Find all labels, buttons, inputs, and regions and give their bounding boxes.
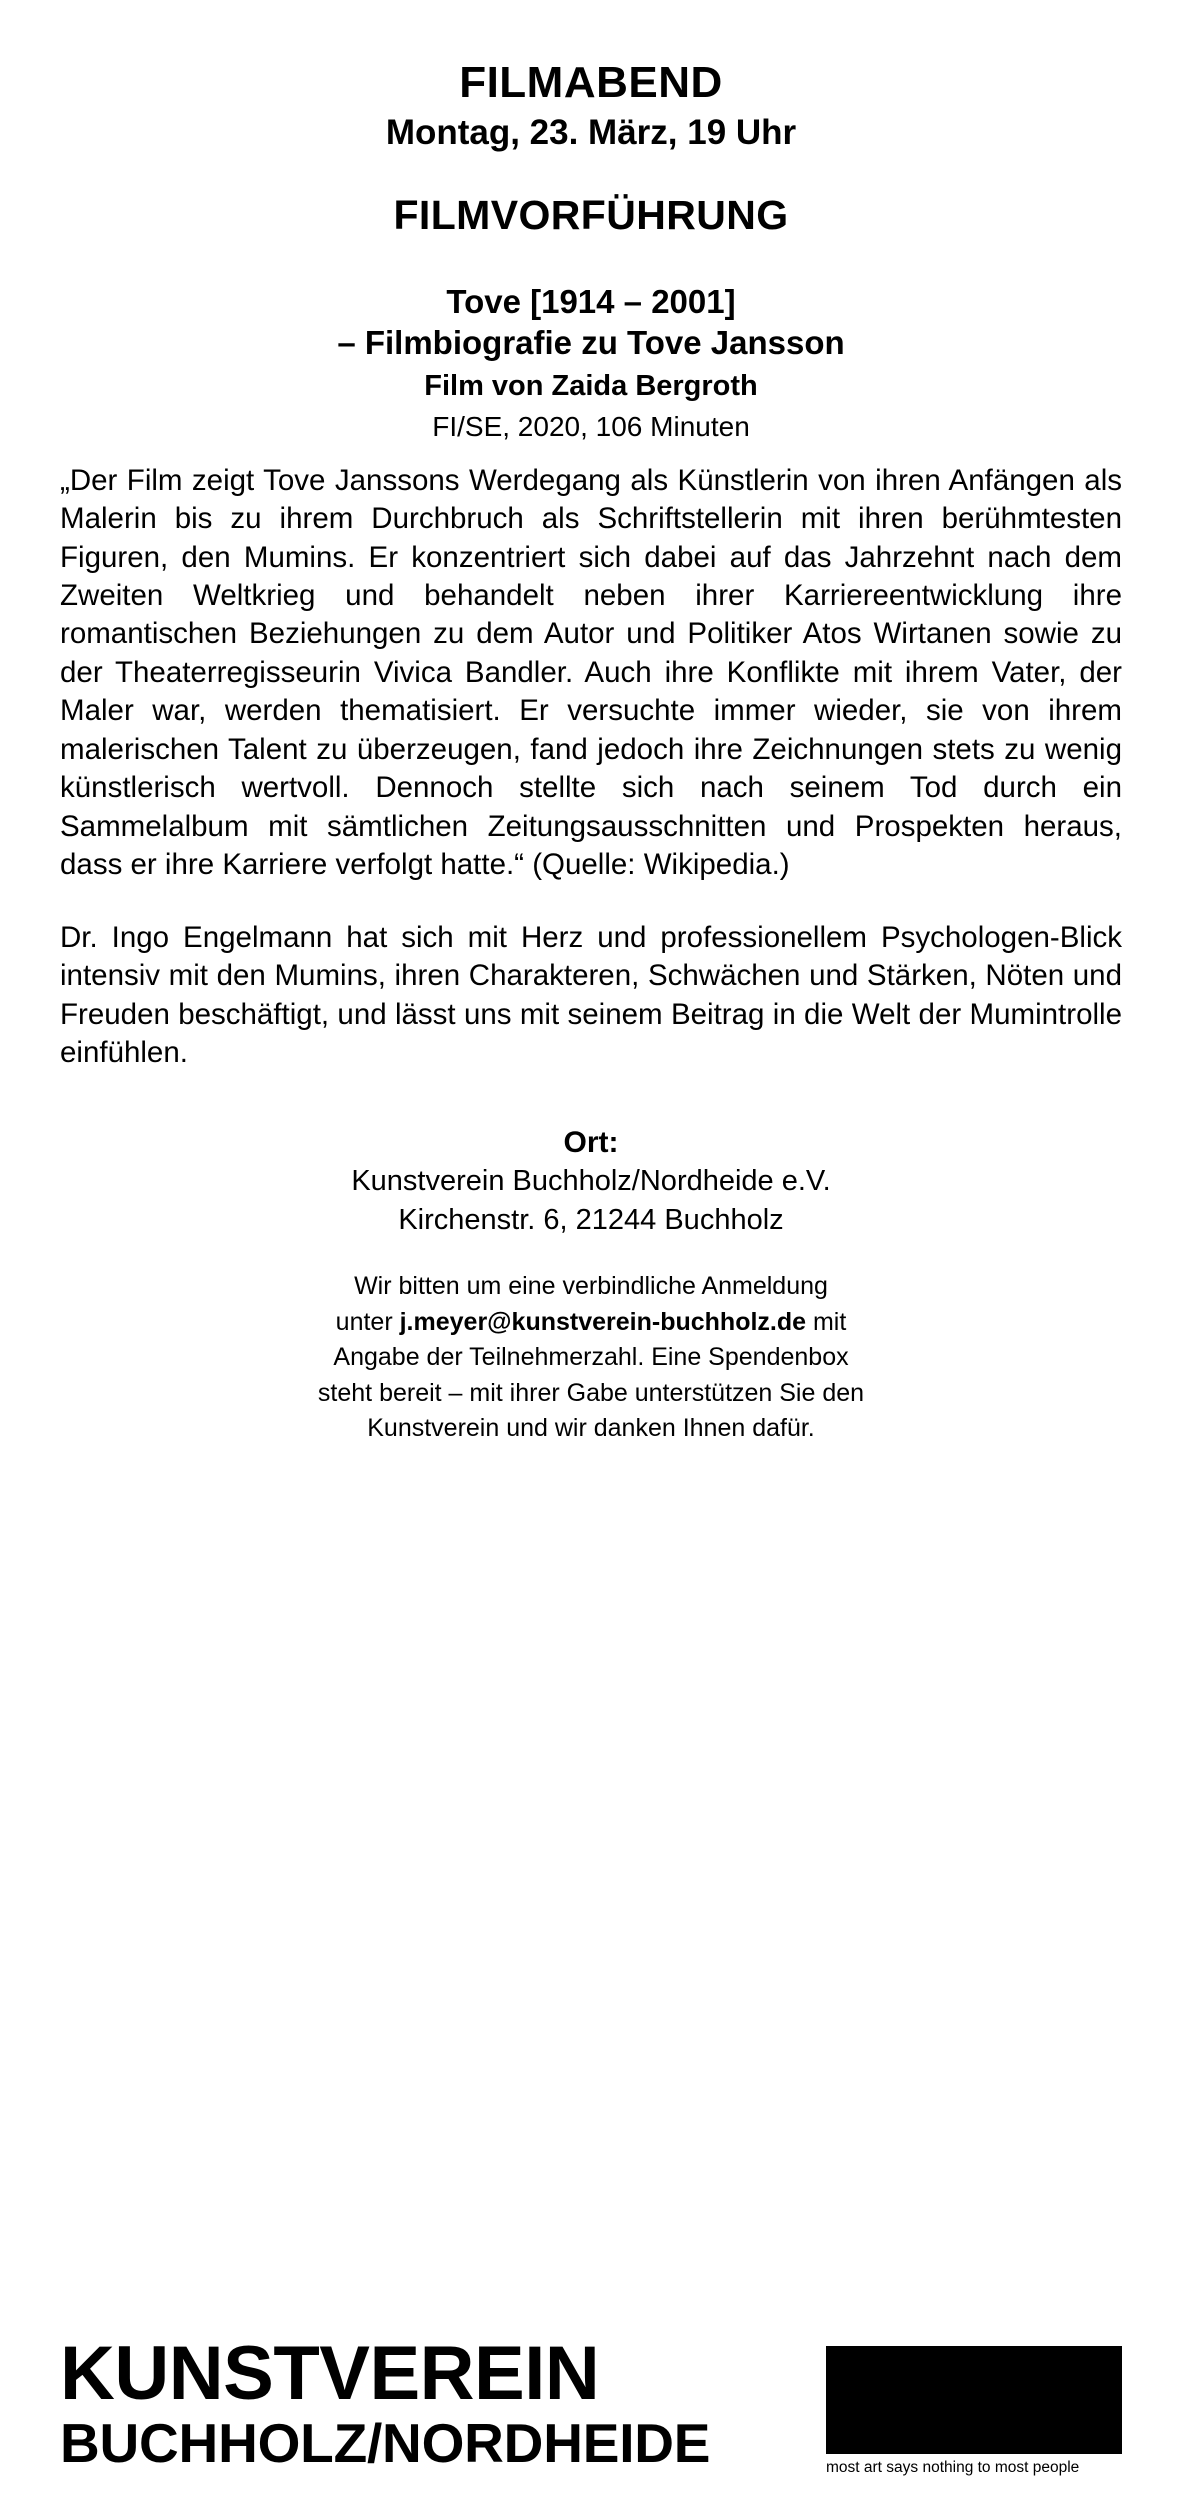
film-description-quote: „Der Film zeigt Tove Janssons Werdegang als Künstlerin von ihren Anfängen als Malerin bis zu ihrem Durchbruch als Schriftstellerin mit ihren berühmtesten Figuren, den Mumins. Er konzentriert sich dabei auf das Jahrzehnt nach dem Zweiten Weltkrieg und behandelt neben ihrer Karriereentwicklung ihre romantischen Beziehungen zu dem Autor und Politiker Atos Wirtanen sowie zu der Theaterregisseurin Vivica Bandler. Auch ihre Konflikte mit ihrem Vater, der Maler war, werden thematisiert. Er versuchte immer wieder, sie von ihrem malerischen Talent zu überzeugen, fand jedoch ihre Zeichnungen stets zu wenig künstlerisch wertvoll. Dennoch stellte sich nach seinem Tod durch ein Sammelalbum mit sämtlichen Zeitungsausschnitten und Prospekten heraus, dass er ihre Karriere verfolgt hatte.“ (Quelle: Wikipedia.) [60, 463, 1122, 882]
speaker-description: Dr. Ingo Engelmann hat sich mit Herz und professionellem Psychologen-Blick intensiv mit den Mumins, ihren Charakteren, Schwächen und Stärken, Nöten und Freuden beschäftigt, und lässt uns mit seinem Beitrag in die Welt der Mumintrolle einfühlen. [60, 920, 1122, 1070]
registration-suffix: mit [806, 1307, 847, 1336]
location-venue: Kunstverein Buchholz/Nordheide e.V. [351, 1164, 831, 1197]
event-type-heading: FILMABEND [459, 58, 723, 107]
registration-line-2 [60, 1305, 1122, 1341]
screening-heading: FILMVORFÜHRUNG [393, 191, 789, 238]
logo-tagline: most art says nothing to most people [826, 2459, 1080, 2477]
film-meta: FI/SE, 2020, 106 Minuten [432, 410, 750, 442]
location-address: Kirchenstr. 6, 21244 Buchholz [398, 1203, 784, 1236]
event-date: Montag, 23. März, 19 Uhr [385, 113, 797, 153]
logo-wordmark [60, 2331, 711, 2474]
registration-email[interactable]: j.meyer@kunstverein-buchholz.de [399, 1307, 807, 1336]
registration-line-1: Wir bitten um eine verbindliche Anmeldung [354, 1272, 828, 1301]
logo-line-1: KUNSTVEREIN [60, 2331, 600, 2417]
logo-line-2: BUCHHOLZ/NORDHEIDE [60, 2411, 711, 2474]
film-title-line1: Tove [1914 – 2001] [446, 282, 736, 320]
registration-note [60, 1269, 1122, 1447]
registration-line-5: Kunstverein und wir danken Ihnen dafür. [367, 1414, 815, 1443]
logo-block [60, 2331, 1122, 2478]
registration-prefix: unter [335, 1307, 400, 1336]
logo-row [60, 2331, 1122, 2478]
logo-mark [826, 2346, 1122, 2478]
registration-line-3: Angabe der Teilnehmerzahl. Eine Spendenbox [333, 1343, 849, 1372]
registration-line-4: steht bereit – mit ihrer Gabe unterstützen Sie den [317, 1378, 865, 1407]
film-director: Film von Zaida Bergroth [424, 370, 758, 403]
black-square-icon [826, 2346, 1122, 2454]
film-title-line2: – Filmbiografie zu Tove Jansson [337, 323, 845, 361]
location-label: Ort: [563, 1125, 619, 1159]
